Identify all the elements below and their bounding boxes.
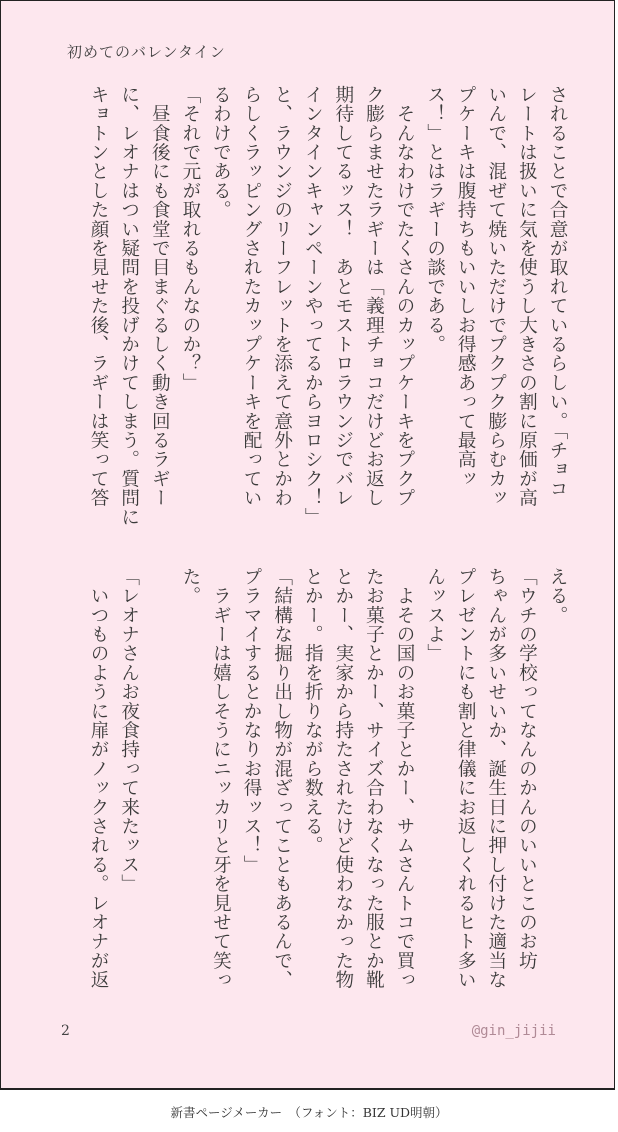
text-column: とかー。指を折りながら数える。: [302, 567, 324, 855]
text-column: プケーキは腹持ちもいいしお得感あって最高ッ: [455, 85, 477, 489]
text-column: そんなわけでたくさんのカップケーキをプクプ: [394, 85, 416, 508]
text-column: インタインキャンペーンやってるからヨロシク！」: [302, 85, 324, 527]
text-block-bottom: [83, 567, 573, 1007]
text-column: いつものように扉がノックされる。レオナが返: [88, 567, 110, 990]
text-column: に、レオナはつい疑問を投げかけてしまう。質問に: [118, 85, 140, 527]
text-column: たお菓子とかー、サイズ合わなくなった服とか靴: [363, 567, 385, 990]
text-column: 昼食後にも食堂で目まぐるしく動き回るラギー: [149, 85, 171, 508]
text-column: 「レオナさんお夜食持って来たッス」: [118, 567, 140, 894]
text-column: ラギーは嬉しそうにニッカリと牙を見せて笑っ: [210, 567, 232, 990]
text-column: よその国のお菓子とかー、サムさんトコで買っ: [394, 567, 416, 990]
text-column: るわけである。: [210, 85, 232, 220]
text-column: とかー、実家から持たされたけど使わなかった物: [332, 567, 354, 990]
text-column: プラマイするとかなりお得ッス！」: [241, 567, 263, 875]
text-column: プレゼントにも割と律儀にお返しくれるヒト多い: [455, 567, 477, 990]
text-column: されることで合意が取れているらしい。「チョコ: [547, 85, 568, 499]
text-column: た。: [179, 567, 201, 606]
author-handle: @gin_jijii: [471, 1023, 556, 1039]
text-column: ク膨らませたラギーは「義理チョコだけどお返し: [363, 85, 385, 508]
text-column: キョトンとした顔を見せた後、ラギーは笑って答: [88, 85, 110, 508]
text-column: ス！」とはラギーの談である。: [424, 85, 446, 354]
text-column: 期待してるッス！ あとモストロラウンジでバレ: [332, 85, 354, 508]
text-column: える。: [547, 567, 568, 625]
text-column: 「ウチの学校ってなんのかんのいいとこのお坊: [516, 567, 538, 971]
text-column: と、ラウンジのリーフレットを添えて意外とかわ: [271, 85, 293, 508]
text-column: ちゃんが多いせいか、誕生日に押し付けた適当な: [485, 567, 507, 990]
page-number: 2: [61, 1023, 70, 1039]
text-column: 「結構な掘り出し物が混ざってこともあるんで、: [271, 567, 293, 990]
text-column: レートは扱いに気を使うし大きさの割に原価が高: [516, 85, 538, 508]
generator-credit: 新書ページメーカー （フォント：BIZ UD明朝）: [170, 1105, 448, 1120]
text-column-blank: [144, 567, 175, 1007]
text-column: いんで、混ぜて焼いただけでプクプク膨らむカッ: [485, 85, 507, 508]
chapter-title: 初めてのバレンタイン: [67, 43, 226, 61]
text-column: 「それで元が取れるもんなのか？」: [179, 85, 201, 393]
text-column: らしくラッピングされたカップケーキを配ってい: [241, 85, 263, 508]
text-block-top: [83, 85, 573, 525]
text-column: んッスよ」: [424, 567, 446, 663]
